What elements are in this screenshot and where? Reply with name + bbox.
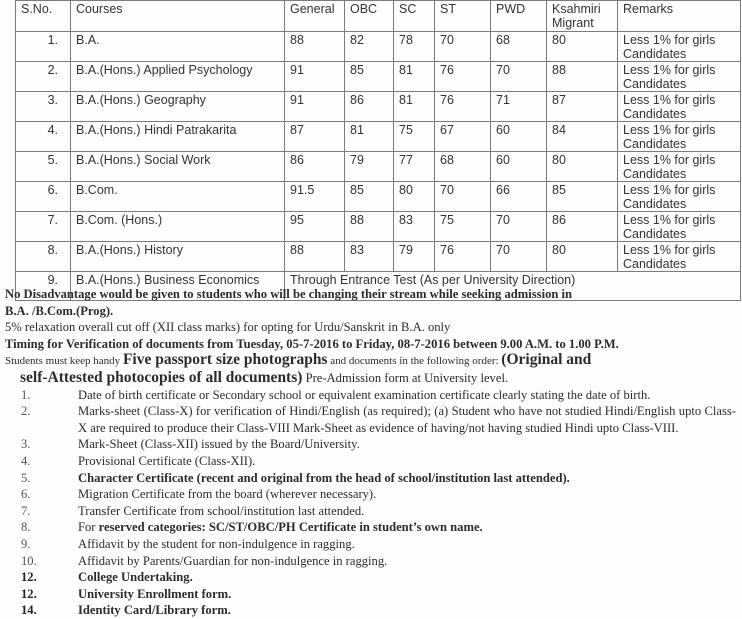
cell-st: 75 <box>435 212 491 242</box>
document-number: 2. <box>21 404 31 419</box>
keep-prefix: Students must keep handy <box>5 355 123 368</box>
cell-sno: 2. <box>16 62 71 92</box>
cell-pwd: 60 <box>491 152 547 182</box>
cell-obc: 85 <box>345 182 394 212</box>
document-text: Identity Card/Library form. <box>78 603 231 618</box>
document-item <box>5 586 740 603</box>
document-number: 9. <box>21 536 31 551</box>
document-item <box>5 486 740 503</box>
document-text: Affidavit by Parents/Guardian for non-indulgence in ragging. <box>78 553 388 568</box>
document-number: 4. <box>21 453 31 468</box>
header-kashmiri-migrant: Ksahmiri Migrant <box>547 1 618 32</box>
cell-remarks: Less 1% for girls Candidates <box>618 212 741 242</box>
cell-pwd: 60 <box>491 122 547 152</box>
document-item <box>5 602 740 619</box>
document-text: Provisional Certificate (Class-XII). <box>78 453 256 468</box>
document-text-prefix: For <box>78 520 99 535</box>
cell-kashmiri: 85 <box>547 182 618 212</box>
cell-general: 91 <box>285 62 345 92</box>
cell-course: B.A.(Hons.) Geography <box>71 92 285 122</box>
document-text: University Enrollment form. <box>78 586 232 601</box>
document-number: 5. <box>21 470 31 485</box>
cell-sno: 8. <box>16 242 71 272</box>
document-number: 1. <box>21 387 31 402</box>
cell-st: 68 <box>435 152 491 182</box>
cell-note: Through Entrance Test (As per University Direction) <box>285 272 741 301</box>
cell-general: 88 <box>285 242 345 272</box>
cell-sc: 80 <box>394 182 435 212</box>
cell-kashmiri: 86 <box>547 212 618 242</box>
document-item <box>5 503 740 520</box>
document-item <box>5 436 740 453</box>
cell-sc: 83 <box>394 212 435 242</box>
cell-general: 91.5 <box>285 182 345 212</box>
cell-st: 67 <box>435 122 491 152</box>
table-header-row <box>16 1 741 32</box>
cell-sno: 9. <box>16 272 71 301</box>
document-number: 3. <box>21 437 31 452</box>
document-item <box>5 536 740 553</box>
cell-sc: 77 <box>394 152 435 182</box>
cell-course: B.A. <box>71 32 285 62</box>
document-number: 6. <box>21 487 31 502</box>
cell-st: 70 <box>435 182 491 212</box>
header-st: ST <box>435 1 491 32</box>
keep-photos: Five passport size photographs <box>122 351 328 369</box>
document-text: College Undertaking. <box>78 570 193 585</box>
document-text: Character Certificate (recent and original from the head of school/institution last attended). <box>78 470 570 485</box>
document-number: 12. <box>21 586 37 601</box>
cutoff-table <box>15 0 741 301</box>
keep-mid: and documents in the following order: <box>327 355 502 368</box>
cell-sno: 4. <box>16 122 71 152</box>
document-item <box>5 470 740 487</box>
document-number: 14. <box>21 603 37 618</box>
cell-sno: 7. <box>16 212 71 242</box>
table-row <box>16 62 741 92</box>
cell-remarks: Less 1% for girls Candidates <box>618 242 741 272</box>
document-item <box>5 453 740 470</box>
cell-general: 86 <box>285 152 345 182</box>
cell-sno: 1. <box>16 32 71 62</box>
documents-list <box>5 387 740 619</box>
document-text: Date of birth certificate or Secondary school or equivalent examination certificate clearly stating the date of birth. <box>78 387 651 402</box>
cell-st: 76 <box>435 242 491 272</box>
cell-obc: 83 <box>345 242 394 272</box>
document-item <box>5 387 740 404</box>
cell-remarks: Less 1% for girls Candidates <box>618 182 741 212</box>
cell-obc: 79 <box>345 152 394 182</box>
cell-remarks: Less 1% for girls Candidates <box>618 92 741 122</box>
note-stream-change-cont: B.A. /B.Com.(Prog). <box>5 303 114 318</box>
header-remarks: Remarks <box>618 1 741 32</box>
document-text: Migration Certificate from the board (wherever necessary). <box>78 487 377 502</box>
cell-sc: 81 <box>394 92 435 122</box>
cell-st: 70 <box>435 32 491 62</box>
cell-sc: 81 <box>394 62 435 92</box>
table-row <box>16 152 741 182</box>
document-text: Transfer Certificate from school/institution last attended. <box>78 503 365 518</box>
cell-sc: 75 <box>394 122 435 152</box>
note-keep-handy <box>5 352 740 370</box>
cell-general: 91 <box>285 92 345 122</box>
keep-suffix: Pre-Admission form at University level. <box>302 370 509 385</box>
cell-kashmiri: 80 <box>547 242 618 272</box>
header-courses: Courses <box>71 1 285 32</box>
cell-pwd: 68 <box>491 32 547 62</box>
notes-section <box>5 286 740 619</box>
note-keep-handy-cont <box>5 370 740 387</box>
document-text <box>78 519 740 536</box>
cell-remarks: Less 1% for girls Candidates <box>618 122 741 152</box>
cell-remarks: Less 1% for girls Candidates <box>618 32 741 62</box>
document-number: 10. <box>21 553 37 568</box>
table-row <box>16 212 741 242</box>
table-row <box>16 242 741 272</box>
cell-sc: 78 <box>394 32 435 62</box>
cell-general: 95 <box>285 212 345 242</box>
document-number: 12. <box>21 570 37 585</box>
cell-kashmiri: 87 <box>547 92 618 122</box>
note-timing: Timing for Verification of documents from Tuesday, 05-7-2016 to Friday, 08-7-2016 between 9.00 A.M. to 1.00 P.M. <box>5 336 619 351</box>
cell-sno: 3. <box>16 92 71 122</box>
cell-course: B.A.(Hons.) Business Economics <box>71 272 285 301</box>
document-text-bold: reserved categories: SC/ST/OBC/PH Certificate in student’s own name. <box>98 520 483 535</box>
document-number: 8. <box>21 520 31 535</box>
cell-pwd: 70 <box>491 212 547 242</box>
document-item <box>5 553 740 570</box>
table-row <box>16 32 741 62</box>
cell-sc: 79 <box>394 242 435 272</box>
cell-kashmiri: 80 <box>547 152 618 182</box>
cell-st: 76 <box>435 92 491 122</box>
cell-sno: 6. <box>16 182 71 212</box>
cell-remarks: Less 1% for girls Candidates <box>618 62 741 92</box>
cell-course: B.Com. <box>71 182 285 212</box>
cell-obc: 81 <box>345 122 394 152</box>
document-item <box>5 403 740 436</box>
keep-attested: self-Attested photocopies of all documents) <box>20 368 303 386</box>
cell-pwd: 71 <box>491 92 547 122</box>
cell-course: B.Com. (Hons.) <box>71 212 285 242</box>
header-sno: S.No. <box>16 1 71 32</box>
cell-pwd: 66 <box>491 182 547 212</box>
cell-pwd: 70 <box>491 242 547 272</box>
note-stream-change: No Disadvantage would be given to students who will be changing their stream while seeking admission in <box>5 287 573 301</box>
cell-general: 88 <box>285 32 345 62</box>
keep-original: (Original and <box>501 351 592 369</box>
note-relaxation: 5% relaxation overall cut off (XII class marks) for opting for Urdu/Sanskrit in B.A. only <box>5 320 451 335</box>
cell-remarks: Less 1% for girls Candidates <box>618 152 741 182</box>
table-row <box>16 122 741 152</box>
cell-obc: 82 <box>345 32 394 62</box>
cell-pwd: 70 <box>491 62 547 92</box>
document-item <box>5 569 740 586</box>
cell-general: 87 <box>285 122 345 152</box>
document-item <box>5 519 740 536</box>
table-row <box>16 92 741 122</box>
document-number: 7. <box>21 503 31 518</box>
document-text: Marks-sheet (Class-X) for verification of Hindi/English (as required); (a) Student who have not studied Hindi/English upto Class-X are required to produce their Class-VIII Mark-Sheet as evidence of having/not having studied Hindi upto Class-VIII. <box>78 404 736 435</box>
document-text: Affidavit by the student for non-indulgence in ragging. <box>78 536 355 551</box>
cell-course: B.A.(Hons.) Social Work <box>71 152 285 182</box>
cell-course: B.A.(Hons.) Hindi Patrakarita <box>71 122 285 152</box>
cell-course: B.A.(Hons.) Applied Psychology <box>71 62 285 92</box>
cell-obc: 85 <box>345 62 394 92</box>
cell-sno: 5. <box>16 152 71 182</box>
cell-kashmiri: 80 <box>547 32 618 62</box>
table-row <box>16 182 741 212</box>
cell-obc: 88 <box>345 212 394 242</box>
cell-obc: 86 <box>345 92 394 122</box>
header-obc: OBC <box>345 1 394 32</box>
header-general: General <box>285 1 345 32</box>
header-sc: SC <box>394 1 435 32</box>
cell-kashmiri: 84 <box>547 122 618 152</box>
cell-kashmiri: 88 <box>547 62 618 92</box>
cell-st: 76 <box>435 62 491 92</box>
header-pwd: PWD <box>491 1 547 32</box>
cell-course: B.A.(Hons.) History <box>71 242 285 272</box>
document-text: Mark-Sheet (Class-XII) issued by the Board/University. <box>78 437 360 452</box>
